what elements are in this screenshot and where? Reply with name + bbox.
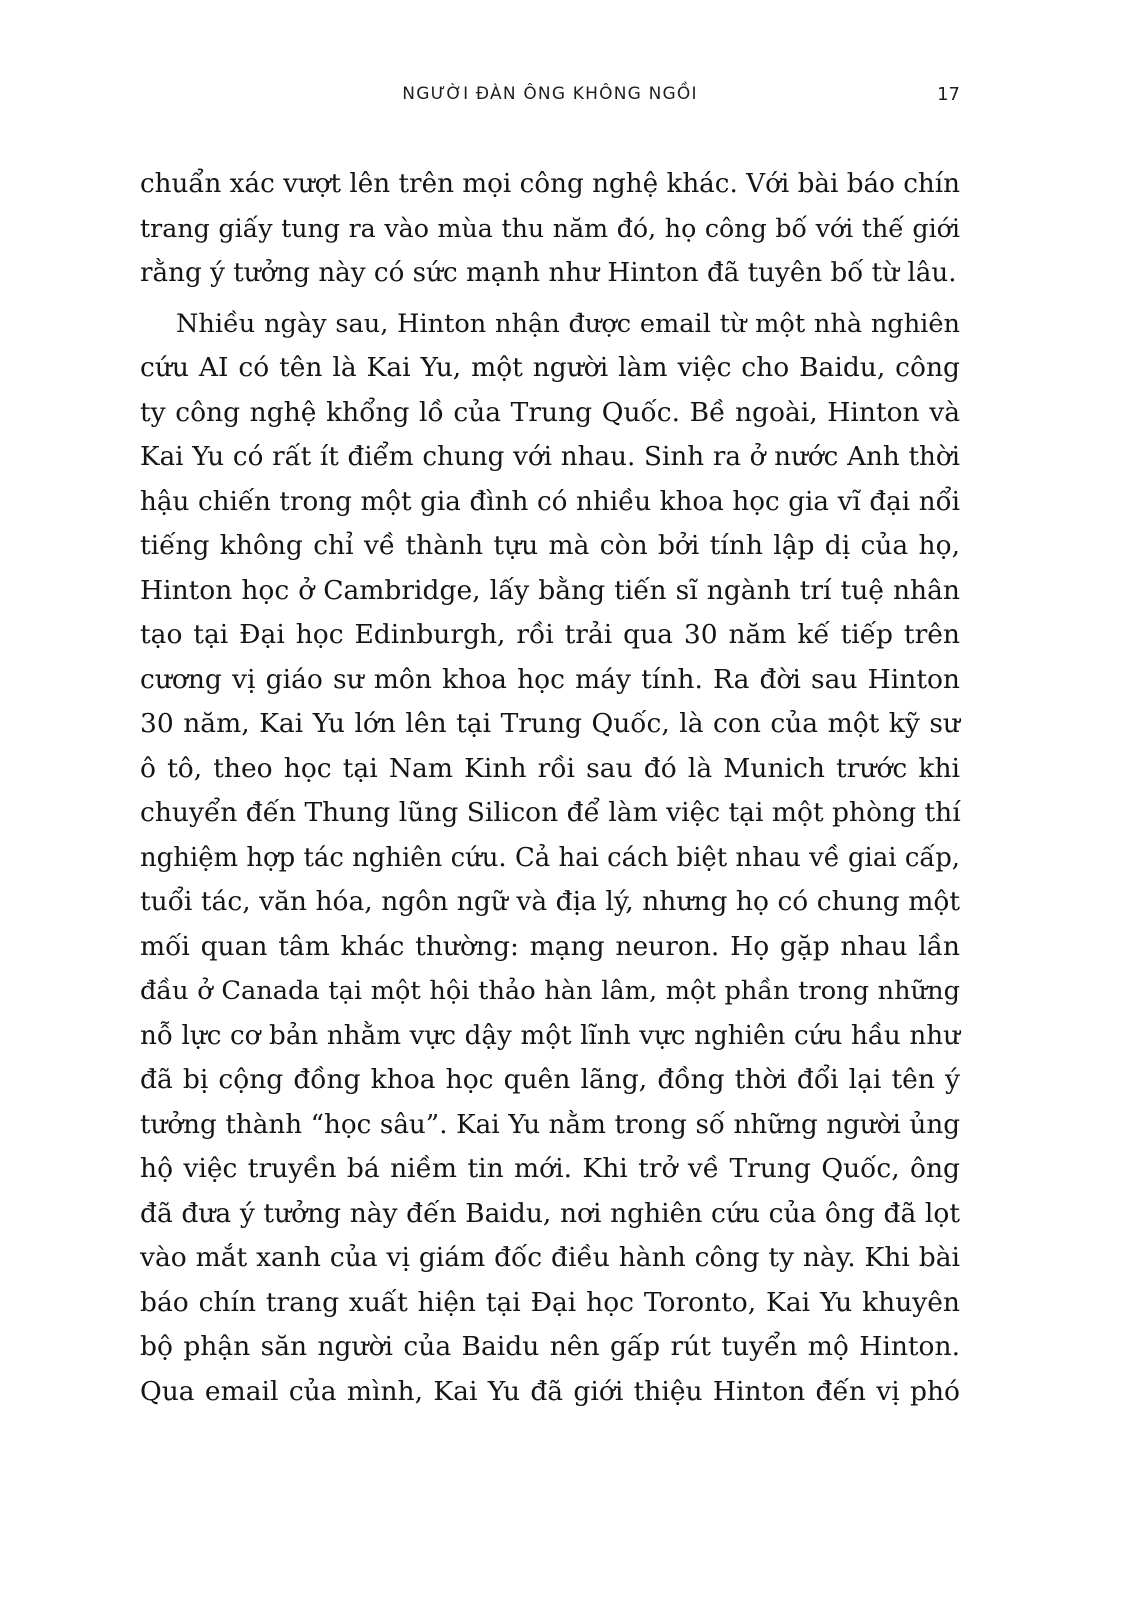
text-line: hộ việc truyền bá niềm tin mới. Khi trở về Trung Quốc, ông <box>140 1153 960 1184</box>
text-line: đầu ở Canada tại một hội thảo hàn lâm, một phần trong những <box>140 976 960 1006</box>
text-line: rằng ý tưởng này có sức mạnh như Hinton đã tuyên bố từ lâu. <box>140 258 957 288</box>
body-text <box>140 162 960 1414</box>
chapter-title: NGƯỜI ĐÀN ÔNG KHÔNG NGỒI <box>402 84 698 104</box>
text-line: 30 năm, Kai Yu lớn lên tại Trung Quốc, là con của một kỹ sư <box>140 708 960 739</box>
text-line: đã bị cộng đồng khoa học quên lãng, đồng thời đổi lại tên ý <box>140 1064 960 1095</box>
text-line: chuyển đến Thung lũng Silicon để làm việc tại một phòng thí <box>140 797 961 828</box>
text-line: ty công nghệ khổng lồ của Trung Quốc. Bề ngoài, Hinton và <box>140 396 960 428</box>
text-line: Kai Yu có rất ít điểm chung với nhau. Sinh ra ở nước Anh thời <box>140 442 960 472</box>
text-line: đã đưa ý tưởng này đến Baidu, nơi nghiên cứu của ông đã lọt <box>140 1197 960 1229</box>
text-line: mối quan tâm khác thường: mạng neuron. Họ gặp nhau lần <box>140 930 960 962</box>
text-line: Nhiều ngày sau, Hinton nhận được email từ một nhà nghiên <box>176 308 960 339</box>
text-line: trang giấy tung ra vào mùa thu năm đó, họ công bố với thế giới <box>140 213 960 243</box>
text-line: tưởng thành “học sâu”. Kai Yu nằm trong số những người ủng <box>140 1109 960 1140</box>
text-line: hậu chiến trong một gia đình có nhiều khoa học gia vĩ đại nổi <box>140 486 960 517</box>
text-line: nghiệm hợp tác nghiên cứu. Cả hai cách biệt nhau về giai cấp, <box>140 842 960 873</box>
text-line: cứu AI có tên là Kai Yu, một người làm việc cho Baidu, công <box>140 352 960 383</box>
paragraph-continuation <box>140 162 960 296</box>
text-line: tạo tại Đại học Edinburgh, rồi trải qua 30 năm kế tiếp trên <box>140 619 960 650</box>
text-line: chuẩn xác vượt lên trên mọi công nghệ khác. Với bài báo chín <box>140 169 960 199</box>
text-line: báo chín trang xuất hiện tại Đại học Toronto, Kai Yu khuyên <box>140 1286 960 1318</box>
text-line: tiếng không chỉ về thành tựu mà còn bởi tính lập dị của họ, <box>140 530 960 561</box>
paragraph-kai-yu <box>140 302 960 1415</box>
text-line: nỗ lực cơ bản nhằm vực dậy một lĩnh vực nghiên cứu hầu như <box>140 1020 960 1051</box>
text-line: Qua email của mình, Kai Yu đã giới thiệu Hinton đến vị phó <box>140 1375 960 1407</box>
page-number: 17 <box>937 84 960 105</box>
text-line: Hinton học ở Cambridge, lấy bằng tiến sĩ ngành trí tuệ nhân <box>140 574 960 606</box>
text-line: tuổi tác, văn hóa, ngôn ngữ và địa lý, nhưng họ có chung một <box>140 886 960 917</box>
text-line: bộ phận săn người của Baidu nên gấp rút tuyển mộ Hinton. <box>140 1331 960 1362</box>
text-line: cương vị giáo sư môn khoa học máy tính. Ra đời sau Hinton <box>140 663 960 695</box>
text-line: vào mắt xanh của vị giám đốc điều hành công ty này. Khi bài <box>140 1242 960 1273</box>
running-header <box>140 84 960 114</box>
text-line: ô tô, theo học tại Nam Kinh rồi sau đó là Munich trước khi <box>140 752 960 784</box>
